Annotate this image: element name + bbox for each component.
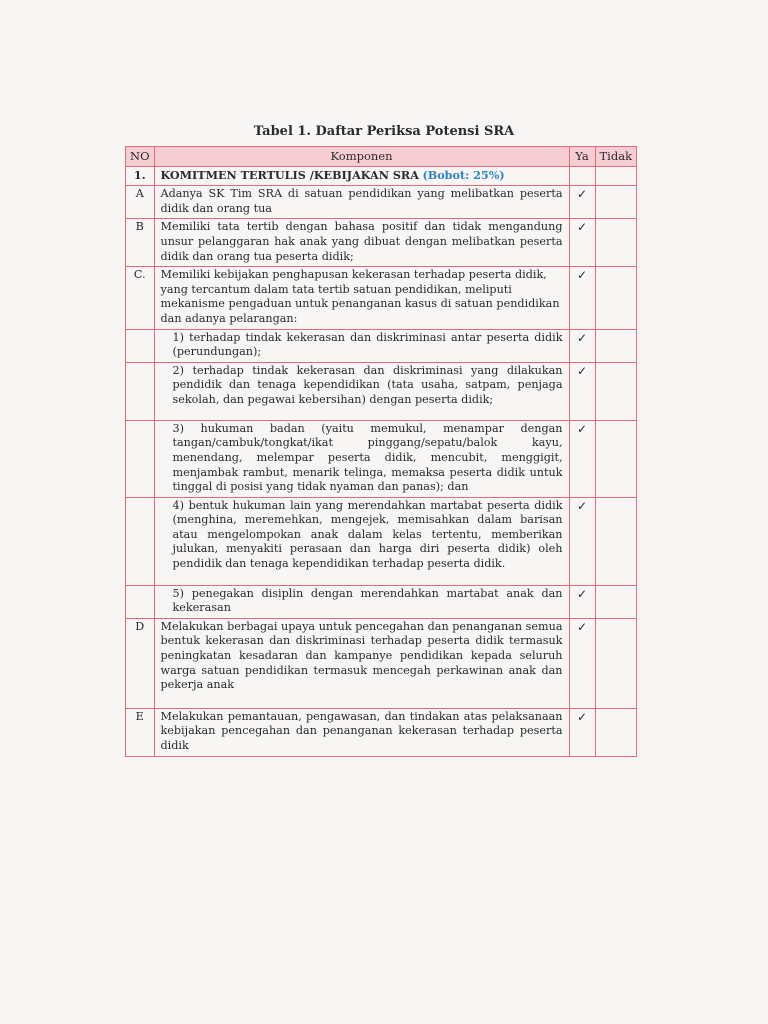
ya-check-icon: ✓ <box>569 497 595 585</box>
table-row <box>126 618 637 708</box>
row-number <box>126 362 155 420</box>
section-label-cell <box>154 166 569 186</box>
tidak-cell <box>595 267 637 329</box>
row-text: 5) penegakan disiplin dengan merendahkan martabat anak dan kekerasan <box>154 585 569 618</box>
table-row <box>126 362 637 420</box>
ya-check-icon: ✓ <box>569 362 595 420</box>
table-row <box>126 267 637 329</box>
ya-check-icon: ✓ <box>569 267 595 329</box>
tidak-cell <box>595 708 637 756</box>
tidak-cell <box>595 420 637 497</box>
ya-check-icon: ✓ <box>569 186 595 219</box>
header-ya: Ya <box>569 147 595 167</box>
ya-check-icon: ✓ <box>569 585 595 618</box>
tidak-cell <box>595 329 637 362</box>
row-number: C. <box>126 267 155 329</box>
header-tidak: Tidak <box>595 147 637 167</box>
row-text: 3) hukuman badan (yaitu memukul, menampar dengan tangan/cambuk/tongkat/ikat pinggang/sepatu/balok kayu, menendang, melempar peserta didik, mencubit, menggigit, menjambak rambut, menarik telinga, memaksa peserta didik untuk tinggal di posisi yang tidak nyaman dan panas); dan <box>154 420 569 497</box>
row-text: 4) bentuk hukuman lain yang merendahkan martabat peserta didik (menghina, meremehkan, mengejek, memisahkan dalam barisan atau mengelompokan anak dalam kelas tertentu, memberikan julukan, menyakiti perasaan dan harga diri peserta didik) oleh pendidik dan tenaga kependidikan terhadap peserta didik. <box>154 497 569 585</box>
section-tidak-cell <box>595 166 637 186</box>
section-number: 1. <box>126 166 155 186</box>
row-number: E <box>126 708 155 756</box>
ya-check-icon: ✓ <box>569 618 595 708</box>
row-number: A <box>126 186 155 219</box>
tidak-cell <box>595 618 637 708</box>
tidak-cell <box>595 497 637 585</box>
tidak-cell <box>595 219 637 267</box>
table-row <box>126 585 637 618</box>
row-number <box>126 497 155 585</box>
row-text: 2) terhadap tindak kekerasan dan diskriminasi yang dilakukan pendidik dan tenaga kependidikan (tata usaha, satpam, penjaga sekolah, dan pegawai kebersihan) dengan peserta didik; <box>154 362 569 420</box>
table-row <box>126 708 637 756</box>
page-title: Tabel 1. Daftar Periksa Potensi SRA <box>253 124 515 139</box>
row-text: Adanya SK Tim SRA di satuan pendidikan yang melibatkan peserta didik dan orang tua <box>154 186 569 219</box>
table-row <box>126 329 637 362</box>
table-row <box>126 420 637 497</box>
row-text: 1) terhadap tindak kekerasan dan diskriminasi antar peserta didik (perundungan); <box>154 329 569 362</box>
table-header <box>126 147 637 167</box>
row-number: B <box>126 219 155 267</box>
table-row <box>126 186 637 219</box>
ya-check-icon: ✓ <box>569 420 595 497</box>
ya-check-icon: ✓ <box>569 219 595 267</box>
row-text: Melakukan berbagai upaya untuk pencegahan dan penanganan semua bentuk kekerasan dan diskriminasi terhadap peserta didik termasuk peningkatan kesadaran dan kampanye pendidikan kepada seluruh warga satuan pendidikan termasuk mencegah perkawinan anak dan pekerja anak <box>154 618 569 708</box>
row-text: Memiliki kebijakan penghapusan kekerasan terhadap peserta didik, yang tercantum dalam tata tertib satuan pendidikan, meliputi mekanisme pengaduan untuk penanganan kasus di satuan pendidikan dan adanya pelarangan: <box>154 267 569 329</box>
section-bobot: (Bobot: 25%) <box>422 167 505 182</box>
row-text: Melakukan pemantauan, pengawasan, dan tindakan atas pelaksanaan kebijakan pencegahan dan penanganan kekerasan terhadap peserta didik <box>154 708 569 756</box>
ya-check-icon: ✓ <box>569 708 595 756</box>
section-label: KOMITMEN TERTULIS /KEBIJAKAN SRA <box>160 167 419 182</box>
row-number: D <box>126 618 155 708</box>
checklist-table <box>125 146 637 757</box>
row-number <box>126 329 155 362</box>
tidak-cell <box>595 585 637 618</box>
row-text: Memiliki tata tertib dengan bahasa positif dan tidak mengandung unsur pelanggaran hak anak yang dibuat dengan melibatkan peserta didik dan orang tua peserta didik; <box>154 219 569 267</box>
section-row <box>126 166 637 186</box>
table-row <box>126 219 637 267</box>
section-ya-cell <box>569 166 595 186</box>
tidak-cell <box>595 362 637 420</box>
ya-check-icon: ✓ <box>569 329 595 362</box>
row-number <box>126 585 155 618</box>
table-row <box>126 497 637 585</box>
header-komponen: Komponen <box>154 147 569 167</box>
tidak-cell <box>595 186 637 219</box>
header-no: NO <box>126 147 155 167</box>
row-number <box>126 420 155 497</box>
